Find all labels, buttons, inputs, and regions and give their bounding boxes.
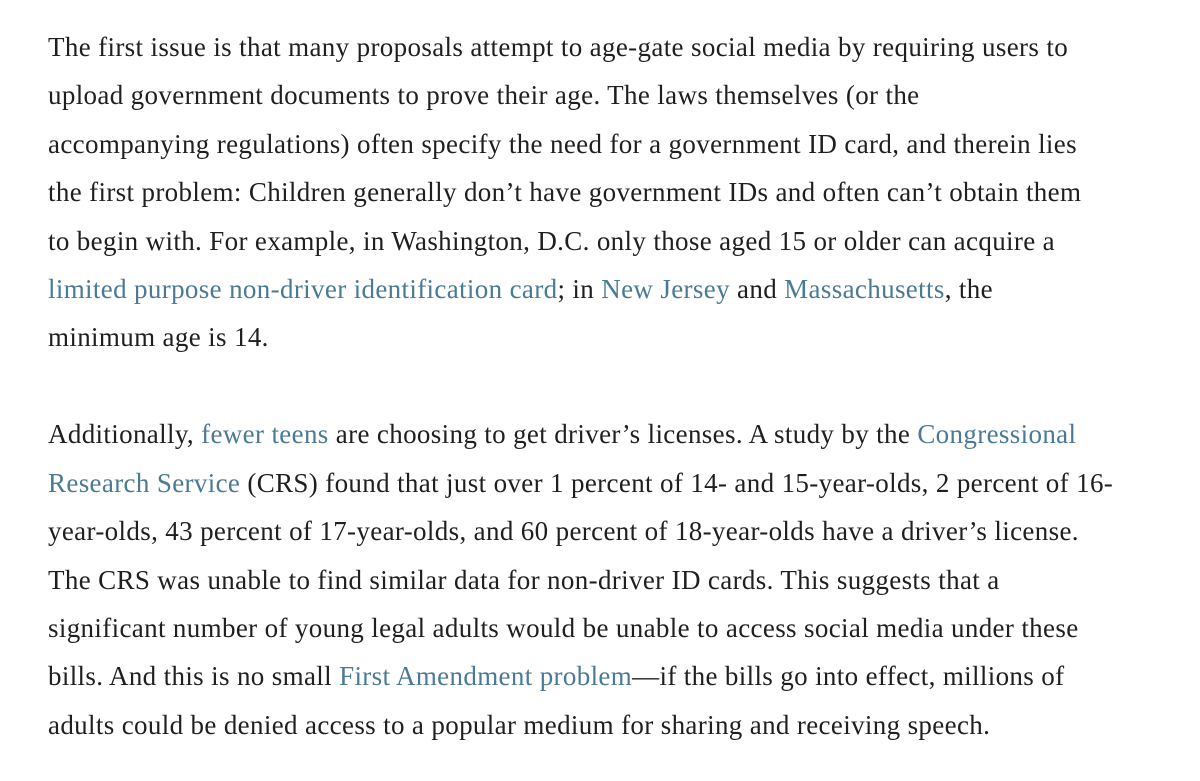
text-segment: Additionally, xyxy=(48,419,202,450)
text-segment: accompanying regulations) often specify the need for a government ID card, and therein lies xyxy=(48,128,1077,159)
paragraph-line xyxy=(48,701,1168,749)
text-segment: minimum age is 14. xyxy=(48,322,269,353)
paragraph-line xyxy=(48,604,1168,652)
paragraph-line xyxy=(48,168,1168,216)
text-segment: The CRS was unable to find similar data for non-driver ID cards. This suggests that a xyxy=(48,564,1000,595)
article-body xyxy=(48,23,1168,749)
text-segment: and xyxy=(729,273,785,304)
link-massachusetts[interactable]: Massachusetts xyxy=(784,273,945,304)
paragraph-line xyxy=(48,120,1168,168)
paragraph-line xyxy=(48,410,1168,458)
paragraph-line xyxy=(48,459,1168,507)
text-segment: , the xyxy=(944,273,993,304)
link-first-amendment-problem[interactable]: First Amendment problem xyxy=(339,661,633,692)
paragraph-id-requirements xyxy=(48,23,1168,362)
paragraph-line xyxy=(48,23,1168,71)
text-segment: upload government documents to prove their age. The laws themselves (or the xyxy=(48,80,920,111)
text-segment: ; in xyxy=(557,273,602,304)
paragraph-line xyxy=(48,556,1168,604)
link-dc-id-card[interactable]: limited purpose non-driver identification card xyxy=(48,273,558,304)
text-segment: (CRS) found that just over 1 percent of 14- and 15-year-olds, 2 percent of 16- xyxy=(240,467,1114,498)
link-congressional-research-service[interactable]: Congressional xyxy=(917,419,1077,450)
paragraph-line xyxy=(48,71,1168,119)
link-fewer-teens[interactable]: fewer teens xyxy=(201,419,329,450)
text-segment: The first issue is that many proposals attempt to age-gate social media by requiring users to xyxy=(48,32,1069,62)
link-new-jersey[interactable]: New Jersey xyxy=(601,273,730,304)
paragraph-line xyxy=(48,217,1168,265)
text-segment: bills. And this is no small xyxy=(48,661,340,692)
text-segment: to begin with. For example, in Washington, D.C. only those aged 15 or older can acquire a xyxy=(48,225,1056,256)
paragraph-line xyxy=(48,265,1168,313)
paragraph-line xyxy=(48,313,1168,361)
paragraph-line xyxy=(48,507,1168,555)
text-segment: year-olds, 43 percent of 17-year-olds, and 60 percent of 18-year-olds have a driver’s license. xyxy=(48,516,1079,547)
text-segment: adults could be denied access to a popular medium for sharing and receiving speech. xyxy=(48,709,991,740)
paragraph-line xyxy=(48,652,1168,700)
text-segment: significant number of young legal adults would be unable to access social media under these xyxy=(48,612,1079,643)
paragraph-drivers-licenses xyxy=(48,410,1168,749)
text-segment: the first problem: Children generally don’t have government IDs and often can’t obtain them xyxy=(48,177,1082,208)
link-congressional-research-service[interactable]: Research Service xyxy=(48,467,241,498)
text-segment: are choosing to get driver’s licenses. A study by the xyxy=(328,419,918,450)
text-segment: —if the bills go into effect, millions of xyxy=(632,661,1065,692)
